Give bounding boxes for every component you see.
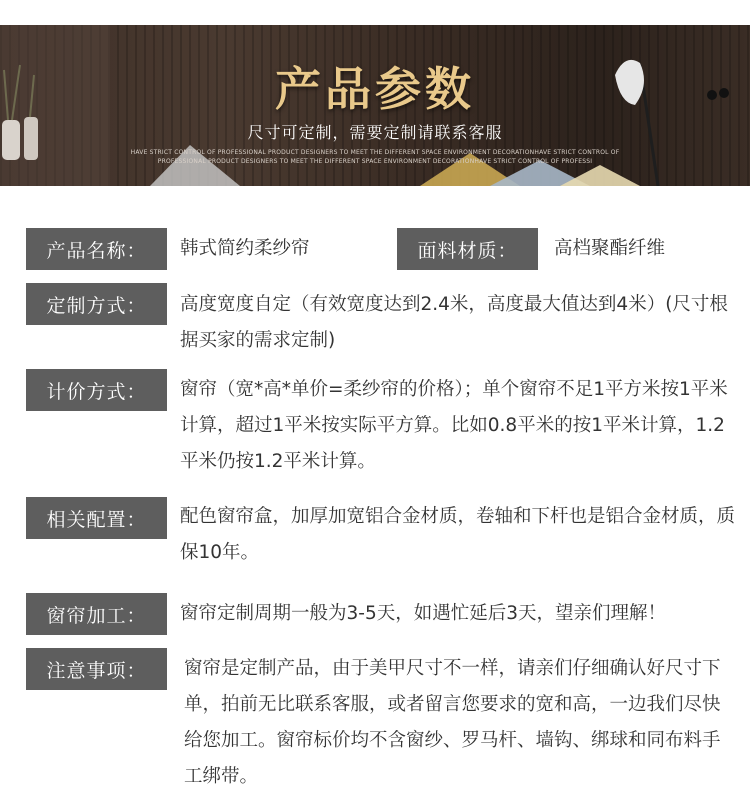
material-label: 面料材质： xyxy=(397,228,538,270)
processing-label: 窗帘加工： xyxy=(26,593,167,635)
custom-label: 定制方式： xyxy=(26,283,167,325)
material-value: 高档聚酯纤维 xyxy=(554,238,666,259)
pricing-label: 计价方式： xyxy=(26,369,167,411)
config-value: 配色窗帘盒，加厚加宽铝合金材质，卷轴和下杆也是铝合金材质，质保10年。 xyxy=(180,506,736,563)
processing-value: 窗帘定制周期一般为3-5天，如遇忙延后3天，望亲们理解！ xyxy=(180,603,666,624)
notes-value: 窗帘是定制产品，由于美甲尺寸不一样，请亲们仔细确认好尺寸下单，拍前无比联系客服，或者留言您要求的宽和高，一边我们尽快给您加工。窗帘标价均不含窗纱、罗马杆、墙钩、绑球和同布料手工绑带。 xyxy=(184,658,721,787)
banner-fine-print: HAVE STRICT CONTROL OF PROFESSIONAL PRODUCT DESIGNERS TO MEET THE DIFFERENT SPACE ENVIRONMENT DECORATIONHAVE STRICT CONTROL OF PROFESSIONAL PRODUCT DESIGNERS TO MEET THE DIFFERENT SPACE ENVIRONMENT DECORATIONHAVE STRICT CONTROL OF PROFESSI xyxy=(130,149,620,165)
notes-label: 注意事项： xyxy=(26,648,167,690)
pillow-icon xyxy=(560,165,640,186)
banner-title: 产品参数 xyxy=(275,62,475,116)
config-label: 相关配置： xyxy=(26,497,167,539)
custom-value: 高度宽度自定（有效宽度达到2.4米，高度最大值达到4米）(尺寸根据买家的需求定制) xyxy=(180,294,728,351)
banner xyxy=(0,25,750,186)
name-label: 产品名称： xyxy=(26,228,167,270)
banner-subtitle: 尺寸可定制，需要定制请联系客服 xyxy=(247,123,503,142)
pricing-value: 窗帘（宽*高*单价=柔纱帘的价格）；单个窗帘不足1平方米按1平米计算，超过1平米按实际平方算。比如0.8平米的按1平米计算，1.2平米仍按1.2平米计算。 xyxy=(180,379,728,472)
name-value: 韩式简约柔纱帘 xyxy=(180,238,310,259)
